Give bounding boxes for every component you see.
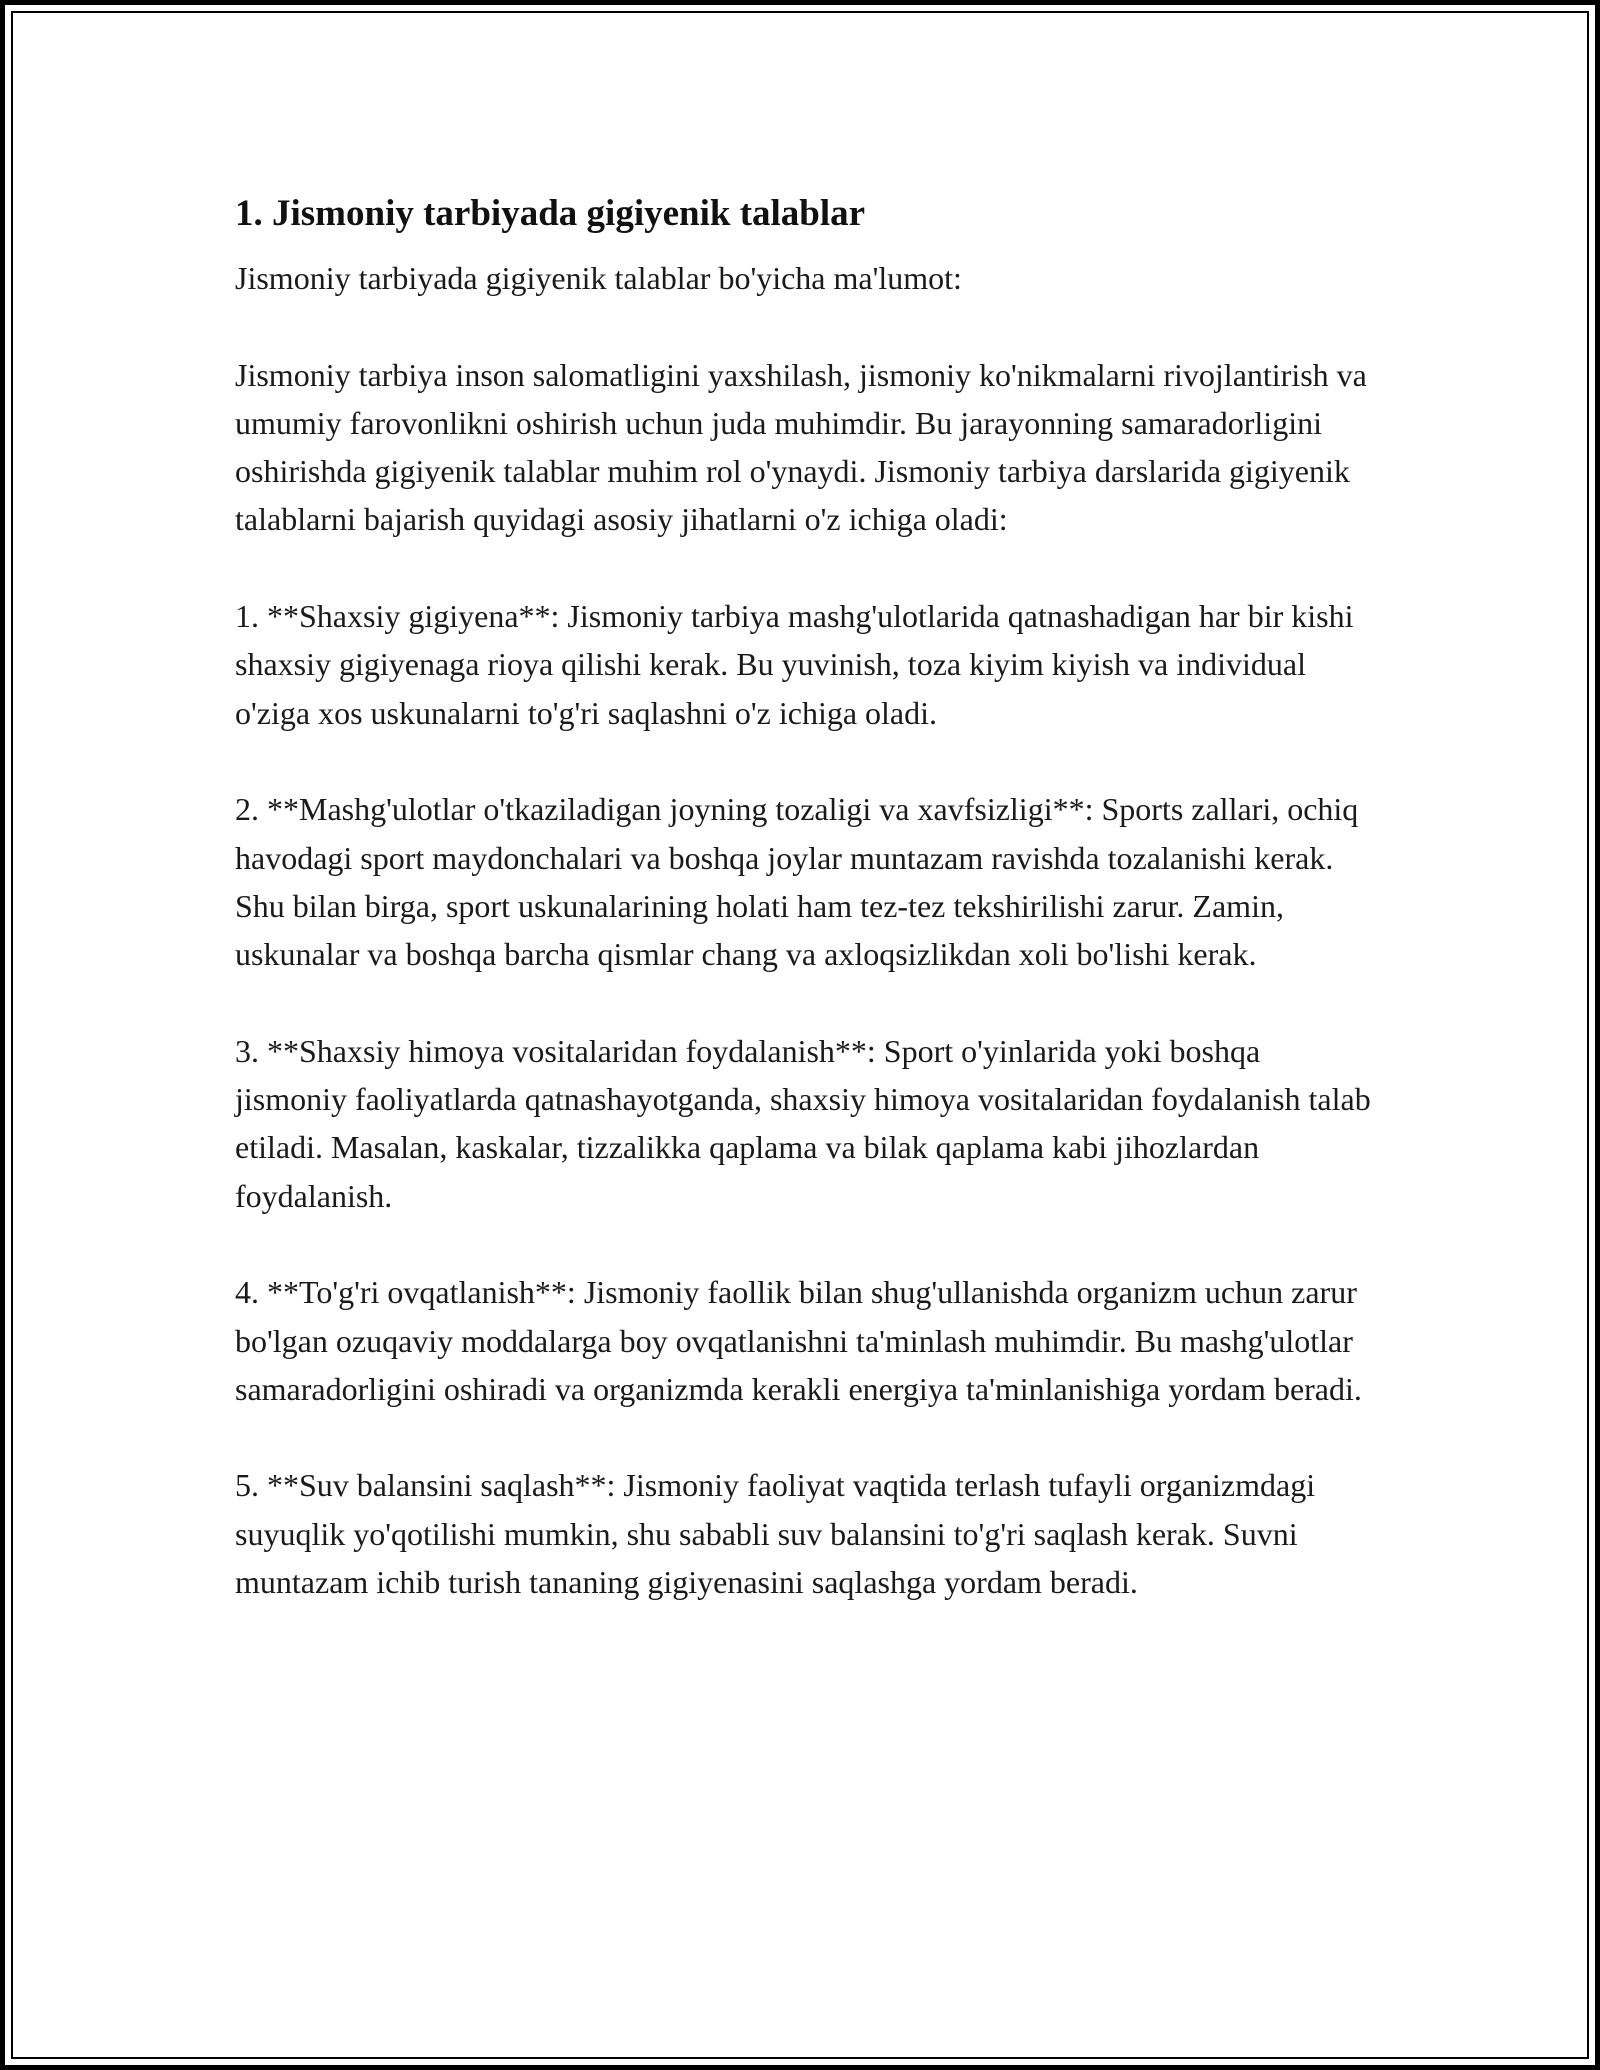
intro-paragraph: Jismoniy tarbiyada gigiyenik talablar bo'yicha ma'lumot: (235, 260, 962, 296)
list-item-venue-cleanliness: 2. **Mashg'ulotlar o'tkaziladigan joyning tozaligi va xavfsizligi**: Sports zallari, ochiq havodagi sport maydonchalari va boshqa joylar muntazam ravishda tozalanishi kerak. Shu bilan birga, sport uskunalarining holati ham tez-tez tekshirilishi zarur. Zamin, uskunalar va boshqa barcha qismlar chang va axloqsizlikdan xoli bo'lishi kerak. (235, 791, 1359, 973)
document-title: 1. Jismoniy tarbiyada gigiyenik talablar (235, 193, 866, 234)
list-item-water-balance: 5. **Suv balansini saqlash**: Jismoniy faoliyat vaqtida terlash tufayli organizmdagi suyuqlik yo'qotilishi mumkin, shu sababli suv balansini to'g'ri saqlash kerak. Suvni muntazam ichib turish tananing gigiyenasini saqlashga yordam beradi. (235, 1467, 1316, 1601)
overview-paragraph: Jismoniy tarbiya inson salomatligini yaxshilash, jismoniy ko'nikmalarni rivojlantirish va umumiy farovonlikni oshirish uchun juda muhimdir. Bu jarayonning samaradorligini oshirishda gigiyenik talablar muhim rol o'ynaydi. Jismoniy tarbiya darslarida gigiyenik talablarni bajarish quyidagi asosiy jihatlarni o'z ichiga oladi: (235, 356, 1367, 538)
list-item-personal-hygiene: 1. **Shaxsiy gigiyena**: Jismoniy tarbiya mashg'ulotlarida qatnashadigan har bir kishi shaxsiy gigiyenaga rioya qilishi kerak. Bu yuvinish, toza kiyim kiyish va individual o'ziga xos uskunalarni to'g'ri saqlashni o'z ichiga oladi. (235, 598, 1354, 731)
list-item-nutrition: 4. **To'g'ri ovqatlanish**: Jismoniy faollik bilan shug'ullanishda organizm uchun zarur bo'lgan ozuqaviy moddalarga boy ovqatlanishni ta'minlash muhimdir. Bu mashg'ulotlar samaradorligini oshiradi va organizmda kerakli energiya ta'minlanishiga yordam beradi. (235, 1274, 1362, 1407)
list-item-protective-equipment: 3. **Shaxsiy himoya vositalaridan foydalanish**: Sport o'yinlarida yoki boshqa jismoniy faoliyatlarda qatnashayotganda, shaxsiy himoya vositalaridan foydalanish talab etiladi. Masalan, kaskalar, tizzalikka qaplama va bilak qaplama kabi jihozlardan foydalanish. (235, 1032, 1371, 1214)
document-body (235, 182, 1375, 1655)
